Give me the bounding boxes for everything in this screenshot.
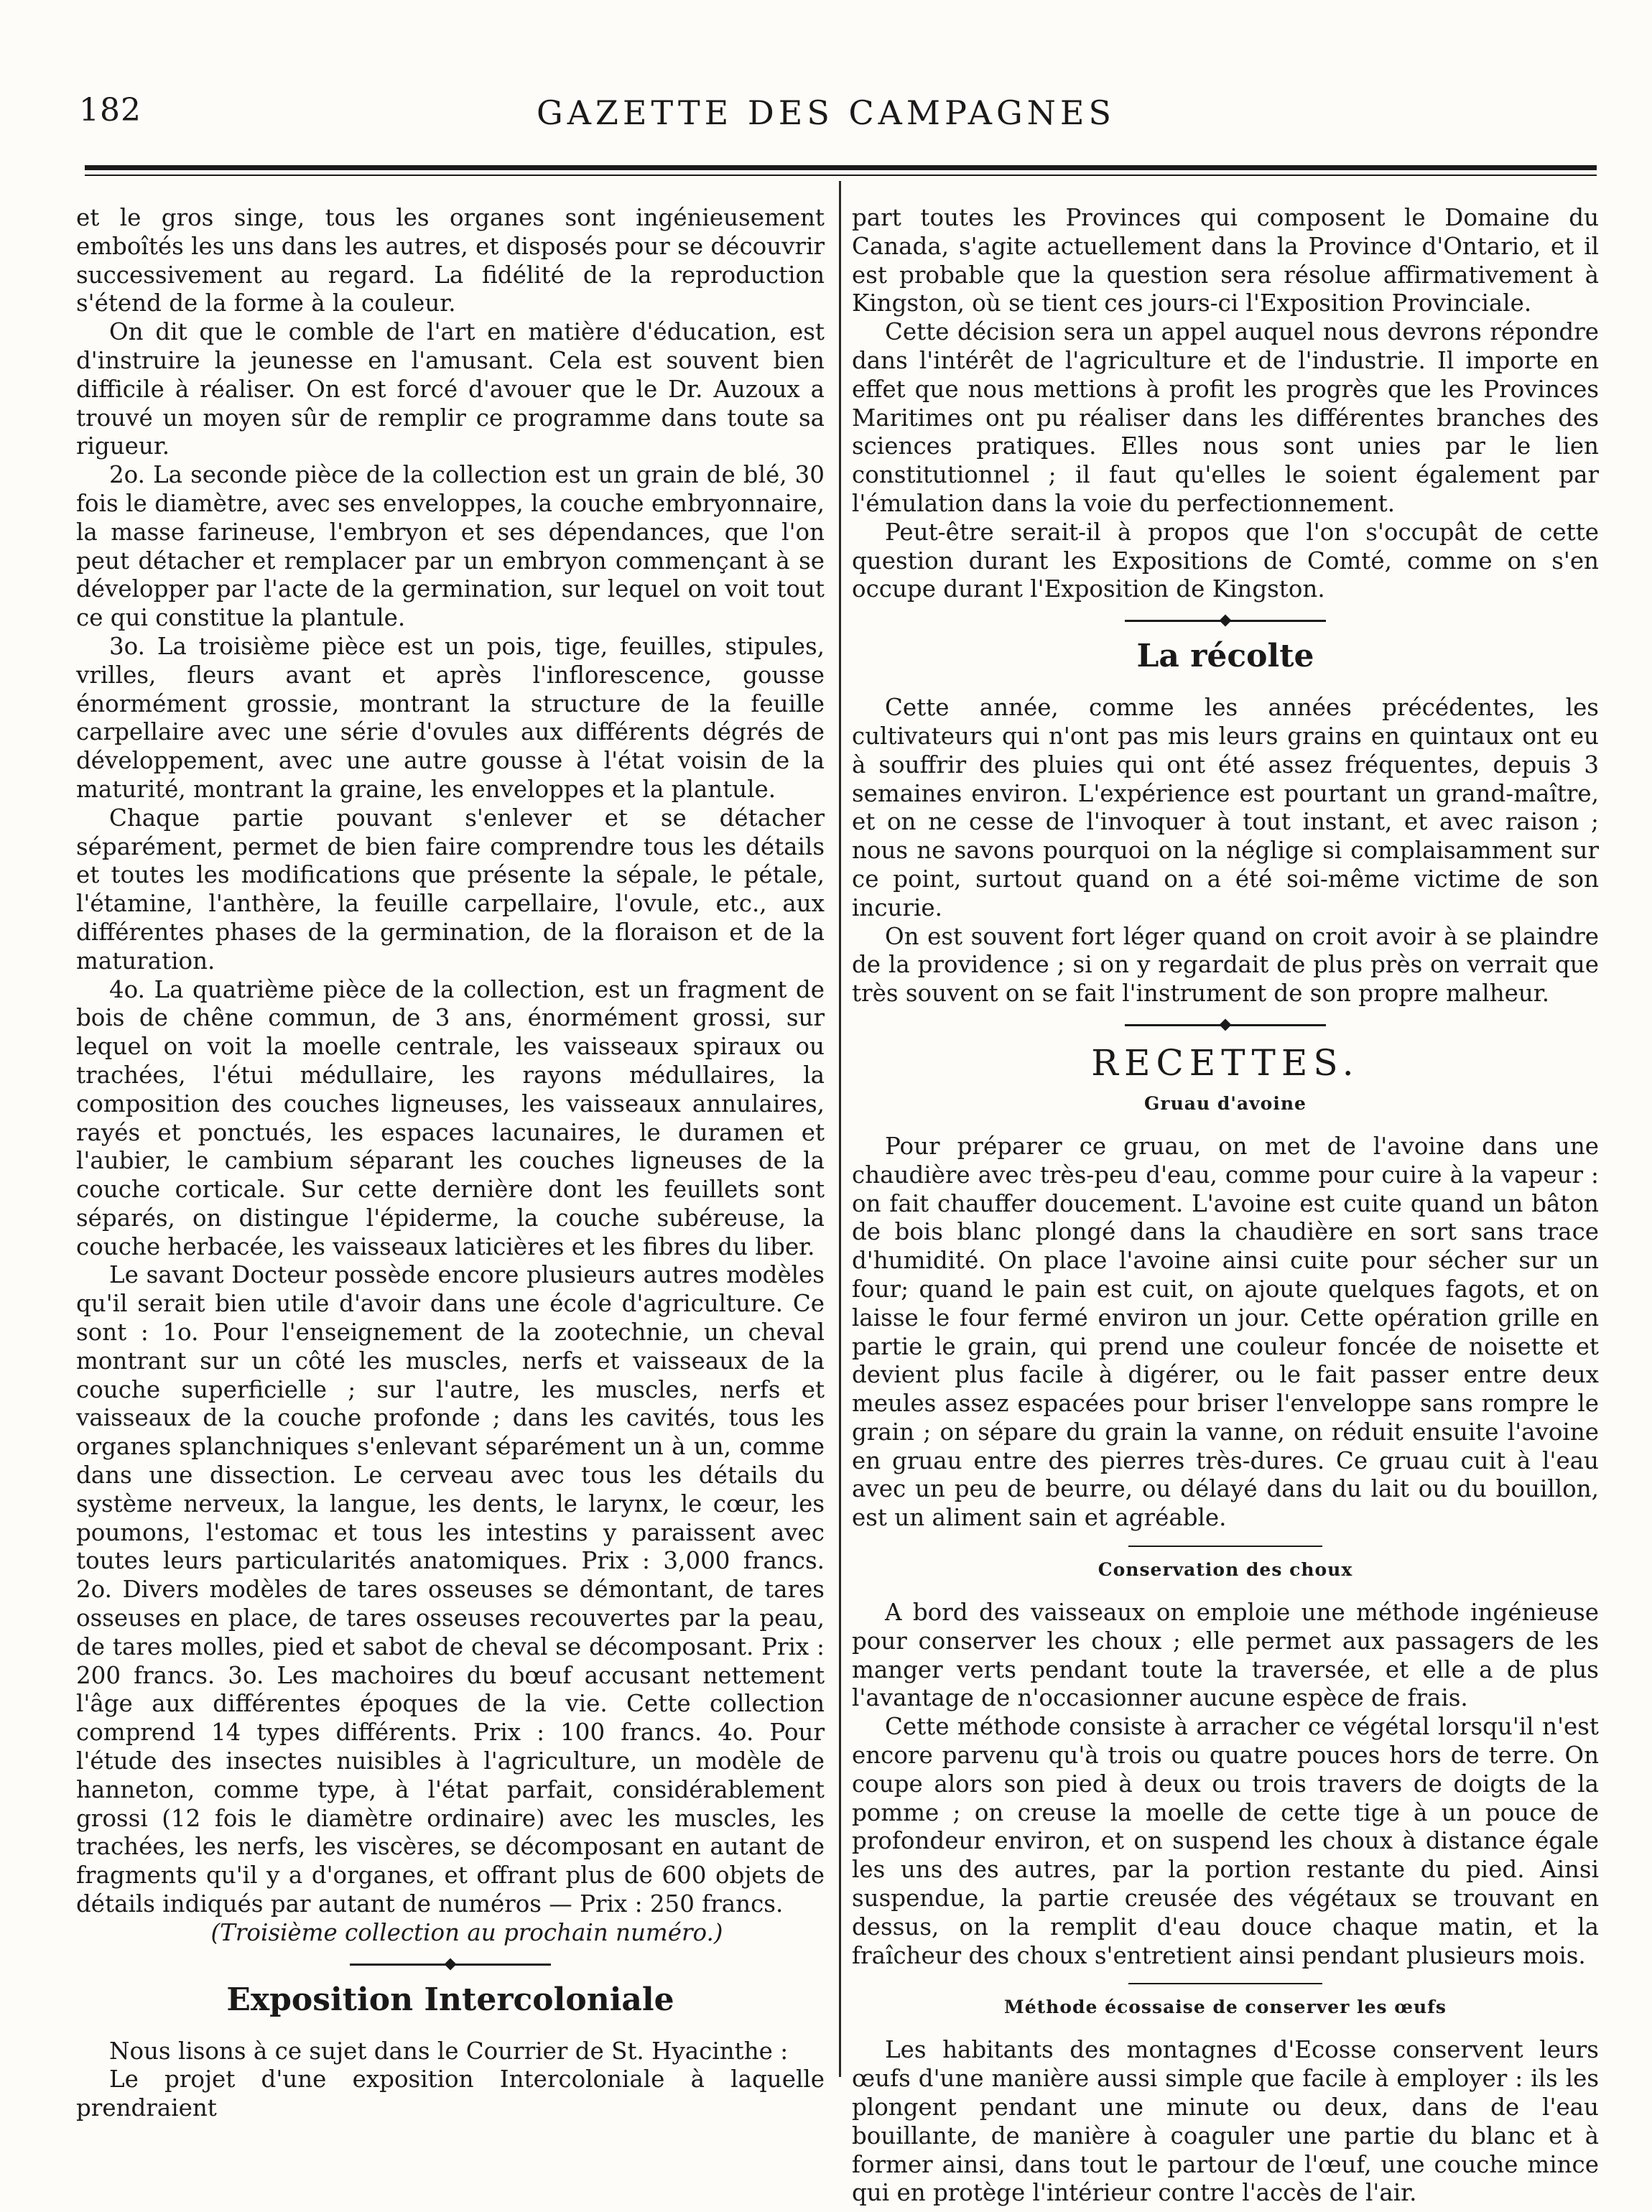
running-head: GAZETTE DES CAMPAGNES — [536, 93, 1116, 132]
page-number: 182 — [79, 92, 141, 129]
article-paragraph: Pour préparer ce gruau, on met de l'avoine dans une chaudière avec très-peu d'eau, comme pour cuire à la vapeur : on fait chauffer doucement. L'avoine est cuite quand un bâton de bois blanc plongé dans la chaudière en sort sans trace d'humidité. On place l'avoine ainsi cuite pour sécher sur un four; quand le pain est cuit, on ajoute quelques fagots, et on laisse le four fermé environ un jour. Cette opération grille en partie le grain, qui prend une couleur foncée de noisette et devient plus facile à digérer, ou le fait passer entre deux meules assez espacées pour briser l'enveloppe sans rompre le grain ; on sépare du grain la vanne, on réduit ensuite l'avoine en gruau entre des pierres très-dures. Ce gruau cuit à l'eau avec un peu de beurre, ou délayé dans du lait ou du bouillon, est un aliment sain et agréable. — [852, 1132, 1599, 1532]
article-paragraph: 4o. La quatrième pièce de la collection, est un fragment de bois de chêne commun, de 3 ans, énormément grossi, sur lequel on voit la moelle centrale, les vaisseaux spiraux ou trachées, l'étui médullaire, les rayons médullaires, la composition des couches ligneuses, les vaisseaux annulaires, rayés et ponctués, les espaces lacunaires, le duramen et l'aubier, le cambium séparant les couches ligneuses de la couche corticale. Sur cette dernière dont les feuillets sont séparés, on distingue l'épiderme, la couche subéreuse, la couche herbacée, les vaisseaux laticières et les fibres du liber. — [76, 975, 825, 1260]
article-paragraph: Peut-être serait-il à propos que l'on s'occupât de cette question durant les Expositions de Comté, comme on s'en occupe durant l'Exposition de Kingston. — [852, 518, 1599, 603]
article-paragraph: et le gros singe, tous les organes sont ingénieusement emboîtés les uns dans les autres, et disposés pour se découvrir successivement au regard. La fidélité de la reproduction s'étend de la forme à la couleur. — [76, 204, 825, 317]
article-paragraph: 3o. La troisième pièce est un pois, tige, feuilles, stipules, vrilles, fleurs avant et après l'inflorescence, gousse énormément grossie, montrant la structure de la feuille carpellaire avec une série d'ovules aux différents dégrés de développement, avec une autre gousse à l'état voisin de la maturité, montrant la graine, les enveloppes et la plantule. — [76, 632, 825, 803]
article-paragraph: A bord des vaisseaux on emploie une méthode ingénieuse pour conserver les choux ; elle permet aux passagers de les manger verts pendant toute la traversée, et elle a de plus l'avantage de n'occasionner aucune espèce de frais. — [852, 1599, 1599, 1712]
section-title-recolte: La récolte — [1136, 638, 1314, 675]
short-rule — [1128, 1983, 1322, 1984]
article-paragraph: Chaque partie pouvant s'enlever et se détacher séparément, permet de bien faire comprendre tous les détails et toutes les modifications que présente la sépale, le pétale, l'étamine, l'anthère, la feuille carpellaire, l'ovule, etc., aux différentes phases de la germination, de la floraison et de la maturation. — [76, 804, 825, 975]
article-paragraph: Les habitants des montagnes d'Ecosse conservent leurs œufs d'une manière aussi simple que facile à employer : ils les plongent pendant une minute ou deux, dans de l'eau bouillante, de manière à coaguler une partie du blanc et à former ainsi, dans tout le partour de l'œuf, une couche mince qui en protège l'intérieur contre l'accès de l'air. — [852, 2036, 1599, 2207]
article-paragraph: On dit que le comble de l'art en matière d'éducation, est d'instruire la jeunesse en l'amusant. Cela est souvent bien difficile à réaliser. On est forcé d'avouer que le Dr. Auzoux a trouvé un moyen sûr de remplir ce programme dans toute sa rigueur. — [76, 318, 825, 460]
article-paragraph: Cette année, comme les années précédentes, les cultivateurs qui n'ont pas mis leurs grains en quintaux ont eu à souffrir des pluies qui ont été assez fréquentes, depuis 3 semaines environ. L'expérience est pourtant un grand-maître, et on ne cesse de l'invoquer à tout instant, et avec raison ; nous ne savons pourquoi on la néglige si complaisamment sur ce point, surtout quand on a été soi-même victime de son incurie. — [852, 694, 1599, 921]
article-paragraph: 2o. La seconde pièce de la collection est un grain de blé, 30 fois le diamètre, avec ses enveloppes, la couche embryonnaire, la masse farineuse, l'embryon et ses dépendances, que l'on peut détacher et remplacer par un embryon commençant à se développer par l'acte de la germination, sur lequel on voit tout ce qui constitue la plantule. — [76, 461, 825, 632]
subsection-title-choux: Conservation des choux — [1098, 1559, 1353, 1581]
article-paragraph: Cette méthode consiste à arracher ce végétal lorsqu'il n'est encore parvenu qu'à trois ou quatre pouces hors de terre. On coupe alors son pied à deux ou trois travers de doigts de la pomme ; on creuse la moelle de cette tige à un pouce de profondeur environ, et on suspend les choux à distance égale les uns des autres, par la portion restante du pied. Ainsi suspendue, la partie creusée des végétaux se trouvant en dessus, on la remplit d'eau douce chaque matin, et la fraîcheur des choux s'entretient ainsi pendant plusieurs mois. — [852, 1713, 1599, 1969]
column-divider — [839, 181, 841, 2077]
subsection-title-gruau: Gruau d'avoine — [1144, 1092, 1307, 1114]
ornamental-rule — [1125, 620, 1326, 622]
article-paragraph: Le savant Docteur possède encore plusieurs autres modèles qu'il serait bien utile d'avoir dans une école d'agriculture. Ce sont : 1o. Pour l'enseignement de la zootechnie, un cheval montrant sur un côté les muscles, nerfs et vaisseaux de la couche superficielle ; sur l'autre, les muscles, nerfs et vaisseaux de la couche profonde ; dans les cavités, tous les organes splanchniques s'enlevant séparément un à un, comme dans une dissection. Le cerveau avec tous les détails du système nerveux, la langue, les dents, le larynx, le cœur, les poumons, l'estomac et tous les intestins y paraissent avec toutes leurs particularités anatomiques. Prix : 3,000 francs. 2o. Divers modèles de tares osseuses se démontant, de tares osseuses en place, de tares osseuses recouvertes par la peau, de tares molles, pied et sabot de cheval se décomposant. Prix : 200 francs. 3o. Les machoires du bœuf accusant nettement l'âge aux différentes époques de la vie. Cette collection comprend 14 types différents. Prix : 100 francs. 4o. Pour l'étude des insectes nuisibles à l'agriculture, un modèle de hanneton, comme type, à l'état parfait, considérablement grossi (12 fois le diamètre ordinaire) avec les muscles, les trachées, les nerfs, les viscères, se décomposant en autant de fragments qu'il y a d'organes, et offrant plus de 600 objets de détails indiqués par autant de numéros — Prix : 250 francs. — [76, 1261, 825, 1918]
continuation-note: (Troisième collection au prochain numéro.) — [210, 1918, 723, 1946]
subsection-title-oeufs: Méthode écossaise de conserver les œufs — [1004, 1997, 1447, 2018]
ornamental-rule — [350, 1964, 551, 1966]
article-paragraph: Le projet d'une exposition Intercoloniale à laquelle prendraient — [76, 2065, 825, 2122]
header-rule-thin — [85, 175, 1597, 176]
section-title-recettes: RECETTES. — [1091, 1041, 1360, 1084]
article-paragraph: Nous lisons à ce sujet dans le Courrier de St. Hyacinthe : — [109, 2037, 789, 2065]
article-paragraph: Cette décision sera un appel auquel nous devrons répondre dans l'intérêt de l'agriculture et de l'industrie. Il importe en effet que nous mettions à profit les progrès que les Provinces Maritimes ont pu réaliser dans les différentes branches des sciences pratiques. Elles nous sont unies par le lien constitutionnel ; il faut qu'elles le soient également par l'émulation dans la voie du perfectionnement. — [852, 318, 1599, 517]
header-rule-thick — [85, 165, 1597, 170]
right-column — [852, 204, 1599, 2208]
short-rule — [1128, 1546, 1322, 1547]
ornamental-rule — [1125, 1024, 1326, 1026]
article-paragraph: part toutes les Provinces qui composent le Domaine du Canada, s'agite actuellement dans la Province d'Ontario, et il est probable que la question sera résolue affirmativement à Kingston, où se tient ces jours-ci l'Exposition Provinciale. — [852, 204, 1599, 317]
article-paragraph: On est souvent fort léger quand on croit avoir à se plaindre de la providence ; si on y regardait de plus près on verrait que très souvent on se fait l'instrument de son propre malheur. — [852, 922, 1599, 1008]
section-title-exposition: Exposition Intercoloniale — [226, 1981, 674, 2018]
left-column — [76, 204, 825, 2123]
